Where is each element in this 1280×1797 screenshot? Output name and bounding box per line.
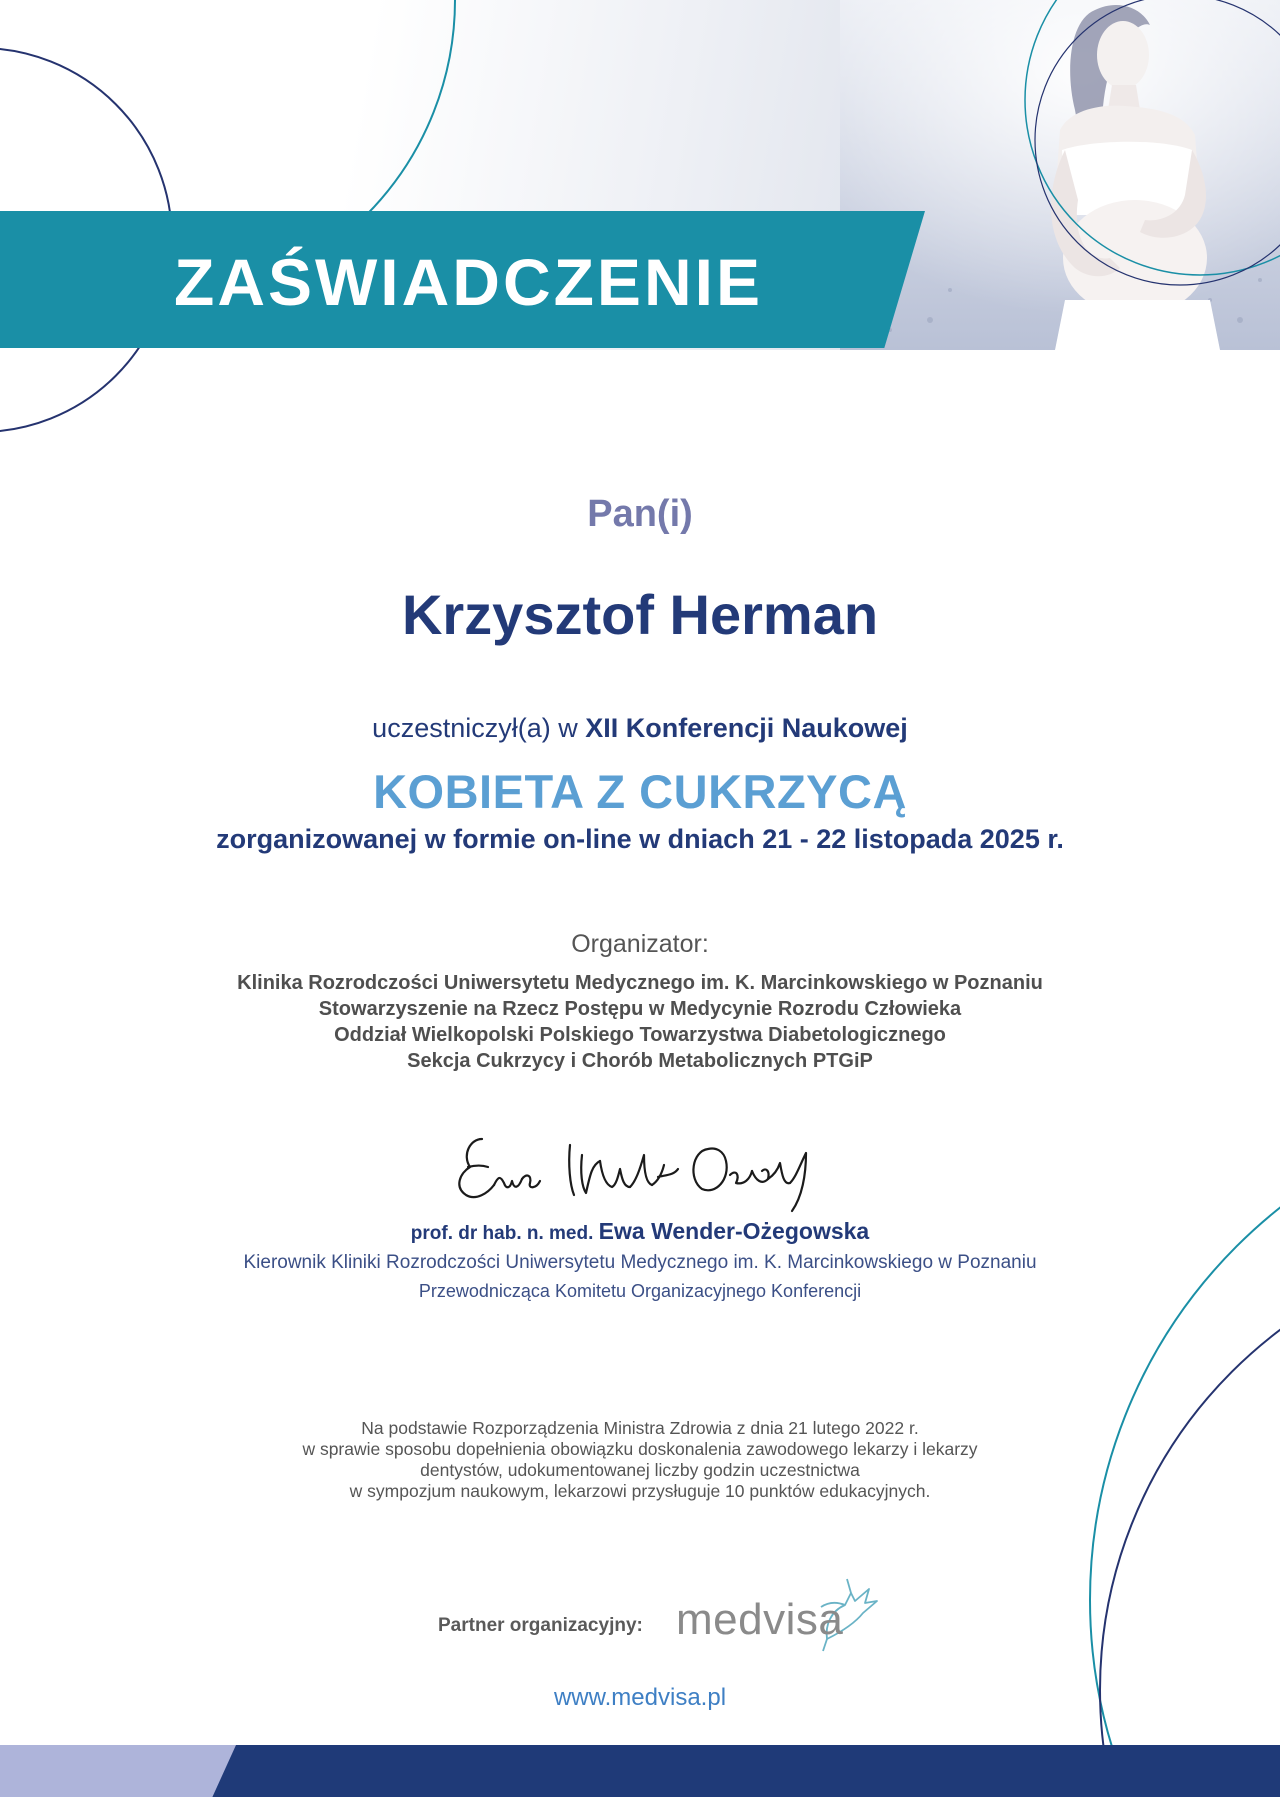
conference-ordinal: XII Konferencji Naukowej bbox=[585, 713, 908, 743]
greeting: Pan(i) bbox=[587, 493, 693, 535]
partner-label: Partner organizacyjny: bbox=[438, 1615, 643, 1636]
website-link[interactable]: www.medvisa.pl bbox=[553, 1684, 727, 1711]
footer-bar-accent bbox=[0, 1745, 236, 1797]
signatory-name: Ewa Wender-Ożegowska bbox=[598, 1218, 870, 1244]
participation-prefix: uczestniczył(a) w bbox=[372, 713, 578, 743]
page-title: ZAŚWIADCZENIE bbox=[174, 245, 763, 319]
organizer-list bbox=[0, 970, 1280, 1074]
medvisa-wordmark: medvisa bbox=[676, 1595, 844, 1644]
participation-line bbox=[0, 713, 1280, 744]
legal-note-line: Na podstawie Rozporządzenia Ministra Zdrowia z dnia 21 lutego 2022 r. bbox=[361, 1418, 919, 1438]
handwritten-signature bbox=[440, 1125, 850, 1215]
pregnant-woman-photo bbox=[840, 0, 1280, 350]
recipient-name: Krzysztof Herman bbox=[401, 583, 879, 646]
organizer-line: Stowarzyszenie na Rzecz Postępu w Medycynie Rozrodu Człowieka bbox=[318, 998, 962, 1020]
organizer-line: Sekcja Cukrzycy i Chorób Metabolicznych PTGiP bbox=[407, 1050, 873, 1072]
signatory-line bbox=[0, 1218, 1280, 1245]
legal-note-line: w sympozjum naukowym, lekarzowi przysługuje 10 punktów edukacyjnych. bbox=[349, 1481, 931, 1501]
organizer-label: Organizator: bbox=[571, 930, 709, 958]
signatory-title: prof. dr hab. n. med. bbox=[410, 1223, 594, 1244]
signatory-role: Kierownik Kliniki Rozrodczości Uniwersytetu Medycznego im. K. Marcinkowskiego w Poznaniu bbox=[243, 1252, 1037, 1273]
legal-note-line: w sprawie sposobu dopełnienia obowiązku doskonalenia zawodowego lekarzy i lekarzy bbox=[302, 1439, 978, 1459]
legal-note-line: dentystów, udokumentowanej liczby godzin uczestnictwa bbox=[420, 1460, 860, 1480]
conference-name: KOBIETA Z CUKRZYCĄ bbox=[373, 765, 907, 818]
organizer-line: Oddział Wielkopolski Polskiego Towarzystwa Diabetologicznego bbox=[334, 1024, 946, 1046]
organizer-line: Klinika Rozrodczości Uniwersytetu Medycznego im. K. Marcinkowskiego w Poznaniu bbox=[237, 972, 1043, 994]
legal-note bbox=[0, 1418, 1280, 1502]
signatory-role-committee: Przewodnicząca Komitetu Organizacyjnego Konferencji bbox=[418, 1281, 862, 1301]
conference-dates: zorganizowanej w formie on-line w dniach 21 - 22 listopada 2025 r. bbox=[216, 824, 1064, 854]
